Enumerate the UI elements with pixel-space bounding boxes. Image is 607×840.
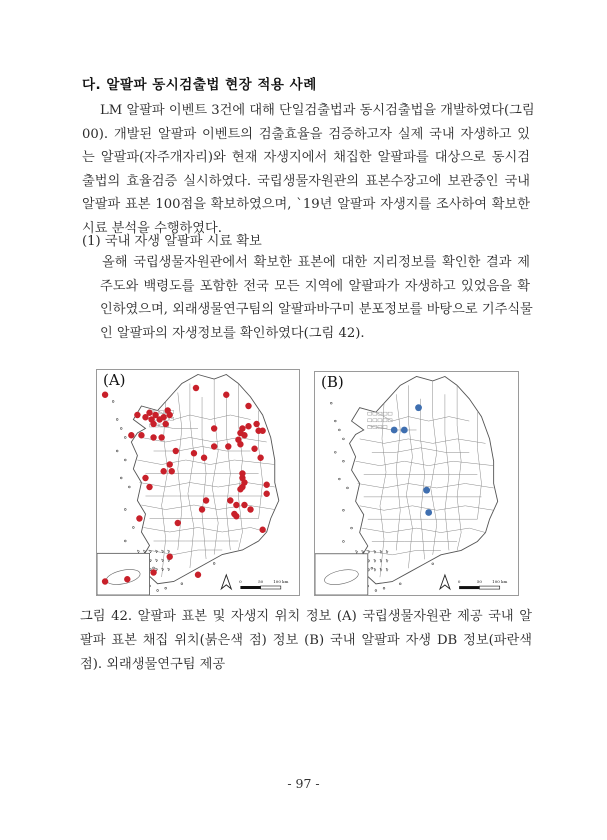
habitat-location-dot	[415, 404, 422, 411]
island	[432, 563, 434, 565]
island	[338, 429, 340, 431]
text-line: 00). 개발된 알팔파 이벤트의 검출효율을 검증하고자 실제 국내 자생하고 있	[82, 126, 530, 142]
map-panel-b	[314, 371, 519, 596]
text-line: 알팔파 표본 100점을 확보하였으며, `19년 알팔파 자생지를 조사하여 확보한	[82, 197, 530, 213]
specimen-location-dot	[150, 434, 156, 440]
habitat-location-dot	[423, 487, 430, 494]
specimen-location-dot	[169, 468, 175, 474]
specimen-location-dot	[237, 441, 243, 447]
specimen-location-dot	[227, 497, 233, 503]
specimen-location-dot	[128, 432, 134, 438]
scale-bar-black	[240, 586, 260, 589]
specimen-location-dot	[193, 385, 199, 391]
island	[128, 486, 130, 488]
specimen-location-dot	[160, 468, 166, 474]
scale-bar-black	[459, 586, 479, 589]
subsection-heading: (1) 국내 자생 알팔파 시료 확보	[82, 234, 262, 249]
island	[116, 450, 118, 452]
island	[347, 487, 349, 489]
specimen-location-dot	[158, 434, 164, 440]
specimen-location-dot	[241, 432, 247, 438]
island	[124, 540, 126, 542]
specimen-location-dot	[233, 513, 239, 519]
specimen-location-dot	[167, 412, 173, 418]
scale-bar-white	[261, 586, 281, 589]
caption-line: 팔파 표본 채집 위치(붉은색 점) 정보 (B) 국내 알팔파 자생 DB 정보(파란색	[80, 633, 532, 648]
island	[351, 527, 353, 529]
island	[120, 477, 122, 479]
island	[132, 527, 134, 529]
text-line: 인 알팔파의 자생정보를 확인하였다(그림 42).	[100, 325, 365, 341]
island	[343, 509, 345, 511]
korea-map-a	[97, 370, 299, 595]
island	[343, 460, 345, 462]
island	[120, 428, 122, 430]
island	[116, 419, 118, 421]
specimen-location-dot	[199, 506, 205, 512]
scale-bar-white	[479, 586, 499, 589]
specimen-location-dot	[245, 403, 251, 409]
specimen-location-dot	[146, 410, 152, 416]
scale-label: 50	[476, 579, 482, 585]
text-line: 출법의 효율검증 실시하였다. 국립생물자원관의 표본수장고에 보관중인 국내	[82, 173, 530, 189]
text-line: 시료 분석을 수행하였다.	[82, 220, 222, 236]
island	[181, 583, 183, 585]
specimen-location-dot	[201, 455, 207, 461]
habitat-location-dot	[391, 427, 398, 434]
specimen-location-dot	[251, 446, 257, 452]
island	[334, 451, 336, 453]
panel-label-a: (A)	[103, 371, 126, 389]
island	[124, 459, 126, 461]
north-arrow-icon	[440, 575, 450, 589]
scale-label: 50	[258, 579, 264, 584]
specimen-location-dot	[225, 443, 231, 449]
map-panel-a	[96, 369, 300, 596]
specimen-location-dot	[259, 428, 265, 434]
paragraph-intro	[82, 99, 535, 241]
specimen-location-dot	[191, 450, 197, 456]
specimen-location-dot	[257, 455, 263, 461]
inset-frame	[97, 553, 150, 595]
caption-line: 그림 42. 알팔파 표본 및 자생지 위치 정보 (A) 국립생물자원관 제공 국내 알	[80, 609, 532, 624]
island	[399, 583, 401, 585]
specimen-location-dot	[223, 392, 229, 398]
specimen-location-dot	[263, 491, 269, 497]
peninsula-outline	[131, 375, 278, 584]
peninsula-outline	[350, 376, 498, 583]
island	[383, 587, 385, 589]
island	[124, 509, 126, 511]
island	[375, 590, 377, 592]
inset-frame	[315, 554, 368, 595]
specimen-location-dot	[167, 461, 173, 467]
specimen-location-dot	[203, 497, 209, 503]
island	[334, 420, 336, 422]
specimen-location-dot	[162, 421, 168, 427]
section-heading: 다. 알팔파 동시검출법 현장 적용 사례	[82, 77, 317, 93]
figure-caption	[80, 605, 532, 677]
specimen-location-dot	[245, 423, 251, 429]
island	[137, 550, 139, 553]
specimen-location-dot	[175, 520, 181, 526]
panel-label-b: (B)	[321, 373, 344, 391]
habitat-location-dot	[401, 427, 408, 434]
jeju-inset	[315, 554, 368, 595]
scale-label: 0	[239, 579, 242, 584]
paragraph-samples	[100, 251, 533, 345]
specimen-location-dot	[237, 486, 243, 492]
specimen-location-dot	[102, 578, 108, 584]
specimen-location-dot	[150, 569, 156, 575]
island	[213, 563, 215, 565]
jeju-inset	[97, 553, 150, 595]
island	[124, 437, 126, 439]
specimen-location-dot	[167, 554, 173, 560]
specimen-location-dot	[134, 412, 140, 418]
island	[356, 550, 358, 553]
page-number: - 97 -	[287, 776, 320, 791]
specimen-location-dot	[233, 502, 239, 508]
scale-label: 100 km	[492, 579, 508, 585]
scale-label: 100 km	[273, 579, 289, 584]
specimen-location-dot	[146, 484, 152, 490]
specimen-location-dot	[195, 572, 201, 578]
scale-label: 0	[457, 579, 461, 585]
specimen-location-dot	[259, 527, 265, 533]
island	[157, 590, 159, 592]
specimen-location-dot	[239, 425, 245, 431]
island	[343, 541, 345, 543]
specimen-location-dot	[263, 482, 269, 488]
specimen-location-dot	[136, 515, 142, 521]
specimen-location-dot	[142, 475, 148, 481]
korea-map-b	[315, 372, 518, 595]
text-line: 올해 국립생물자원관에서 확보한 표본에 대한 지리정보를 확인한 결과 제	[102, 255, 530, 270]
specimen-location-dot	[253, 421, 259, 427]
specimen-location-dot	[102, 392, 108, 398]
specimen-location-dot	[150, 421, 156, 427]
text-line: 는 알팔파(자주개자리)와 현재 자생지에서 채집한 알팔파를 대상으로 동시검	[82, 150, 530, 166]
text-line: 인하였으며, 외래생물연구팀의 알팔파바구미 분포정보를 바탕으로 기주식물	[100, 302, 533, 318]
island	[338, 478, 340, 480]
habitat-location-dot	[425, 509, 432, 516]
north-arrow-icon	[221, 575, 231, 589]
specimen-location-dot	[247, 506, 253, 512]
specimen-location-dot	[124, 576, 130, 582]
island	[343, 438, 345, 440]
specimen-location-dot	[241, 502, 247, 508]
specimen-location-dot	[173, 448, 179, 454]
caption-line: 점). 외래생물연구팀 제공	[80, 657, 226, 672]
specimen-location-dot	[138, 432, 144, 438]
island	[112, 401, 114, 403]
island	[330, 402, 332, 404]
specimen-location-dot	[160, 414, 166, 420]
specimen-location-dot	[211, 425, 217, 431]
text-line: LM 알팔파 이벤트 3건에 대해 단일검출법과 동시검출법을 개발하였다(그림	[100, 103, 535, 118]
text-line: 주도와 백령도를 포함한 전국 모든 지역에 알팔파가 자생하고 있었음을 확	[100, 278, 530, 294]
specimen-location-dot	[211, 443, 217, 449]
island	[165, 587, 167, 589]
